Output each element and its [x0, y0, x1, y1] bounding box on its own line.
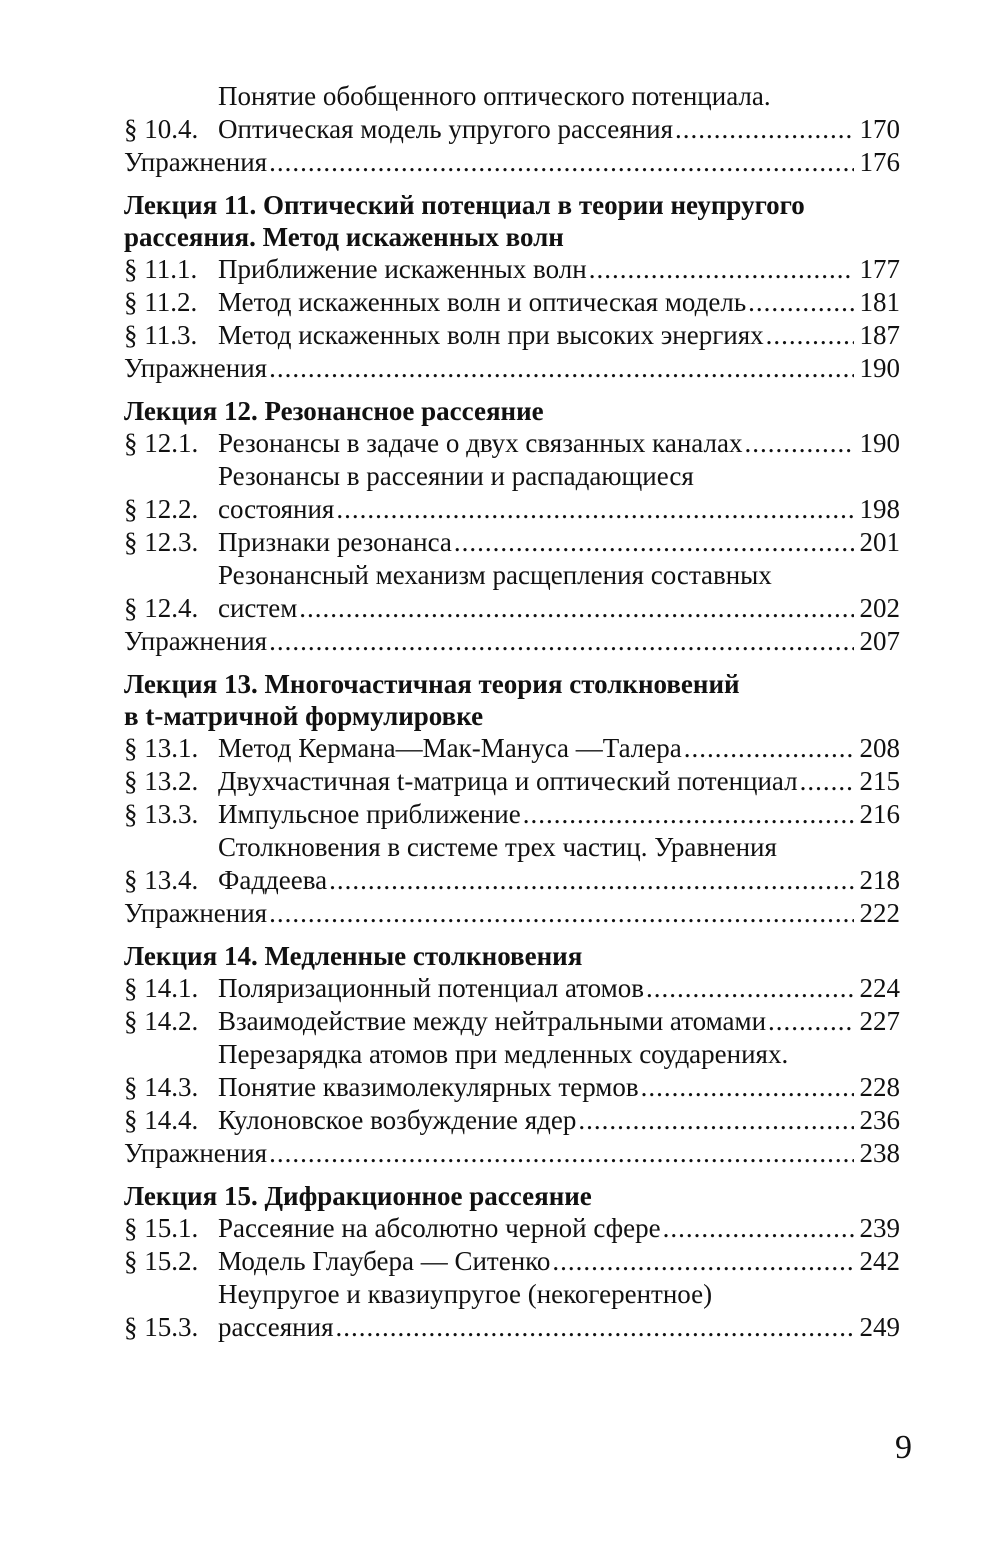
leader-dots [552, 1245, 854, 1278]
toc-entry[interactable] [124, 80, 900, 146]
lecture-gap [124, 930, 900, 940]
leader-dots [663, 1212, 854, 1245]
section-number: § 12.1. [124, 428, 199, 458]
entry-line [218, 765, 900, 798]
entry-body [124, 625, 900, 658]
leader-dots [641, 1071, 854, 1104]
page-ref: 222 [859, 898, 900, 928]
entry-body [218, 972, 900, 1005]
exercises-entry[interactable] [124, 625, 900, 658]
entry-line [218, 1311, 900, 1344]
page-ref: 218 [859, 865, 900, 895]
entry-line [218, 798, 900, 831]
section-number: § 12.2. [124, 494, 199, 524]
lecture-heading: Лекция 14. Медленные столкновения [124, 941, 583, 971]
section-number: § 14.2. [124, 1006, 199, 1036]
leader-dots [744, 427, 854, 460]
section-number: § 15.2. [124, 1246, 199, 1276]
entry-line [218, 460, 900, 493]
entry-line [124, 897, 900, 930]
section-number: § 12.3. [124, 527, 199, 557]
section-number: § 11.3. [124, 320, 198, 350]
entry-title: состояния [218, 494, 335, 524]
lecture-gap [124, 658, 900, 668]
section-number: § 11.2. [124, 287, 198, 317]
entry-line [218, 972, 900, 1005]
toc-entry[interactable] [124, 1278, 900, 1344]
entry-line [218, 80, 900, 113]
section-number: § 15.3. [124, 1312, 199, 1342]
entry-title: Неупругое и квазиупругое (некогерентное) [218, 1279, 713, 1309]
page-ref: 207 [859, 626, 900, 656]
section-number: § 13.1. [124, 733, 199, 763]
toc-entry[interactable] [124, 798, 900, 831]
page-ref: 170 [859, 114, 900, 144]
toc-entry[interactable] [124, 1038, 900, 1104]
page-number: 9 [895, 1429, 912, 1466]
leader-dots [646, 972, 854, 1005]
entry-body [218, 526, 900, 559]
lecture-heading: Лекция 13. Многочастичная теория столкновений [124, 669, 740, 699]
entry-line [124, 146, 900, 179]
entry-title: Модель Глаубера — Ситенко [218, 1246, 551, 1276]
entry-title: Рассеяние на абсолютно черной сфере [218, 1213, 661, 1243]
entry-body [218, 798, 900, 831]
page-ref: 201 [859, 527, 900, 557]
entry-body [124, 897, 900, 930]
toc-entry[interactable] [124, 253, 900, 286]
toc-entry[interactable] [124, 1212, 900, 1245]
toc-entry[interactable] [124, 765, 900, 798]
lecture-gap [124, 385, 900, 395]
exercises-entry[interactable] [124, 897, 900, 930]
section-number: § 10.4. [124, 114, 199, 144]
entry-line [218, 1038, 900, 1071]
entry-title: Метод искаженных волн при высоких энергиях [218, 320, 764, 350]
leader-dots [578, 1104, 854, 1137]
entry-title: Упражнения [124, 353, 268, 383]
leader-dots [523, 798, 854, 831]
entry-line [218, 1071, 900, 1104]
page-ref: 224 [859, 973, 900, 1003]
entry-line [218, 1212, 900, 1245]
entry-line [218, 427, 900, 460]
entry-line [218, 732, 900, 765]
toc-entry[interactable] [124, 1104, 900, 1137]
leader-dots [299, 592, 854, 625]
toc-entry[interactable] [124, 526, 900, 559]
section-number: § 12.4. [124, 593, 199, 623]
leader-dots [336, 493, 854, 526]
entry-line [124, 352, 900, 385]
page-ref: 216 [859, 799, 900, 829]
entry-body [218, 559, 900, 625]
exercises-entry[interactable] [124, 1137, 900, 1170]
page-ref: 181 [859, 287, 900, 317]
entry-body [218, 1038, 900, 1104]
leader-dots [454, 526, 854, 559]
entry-title: Импульсное приближение [218, 799, 521, 829]
entry-line [218, 559, 900, 592]
toc-entry[interactable] [124, 1005, 900, 1038]
section-number: § 13.3. [124, 799, 199, 829]
entry-title: Приближение искаженных волн [218, 254, 587, 284]
entry-body [218, 1005, 900, 1038]
entry-title: Фаддеева [218, 865, 328, 895]
lecture-heading: в t-матричной формулировке [124, 701, 484, 731]
lecture-heading: Лекция 15. Дифракционное рассеяние [124, 1181, 592, 1211]
entry-line [218, 493, 900, 526]
entry-line [218, 592, 900, 625]
leader-dots [269, 625, 854, 658]
toc-entry[interactable] [124, 972, 900, 1005]
page-ref: 190 [859, 353, 900, 383]
entry-line [218, 1104, 900, 1137]
exercises-entry[interactable] [124, 146, 900, 179]
exercises-entry[interactable] [124, 352, 900, 385]
page-ref: 190 [859, 428, 900, 458]
leader-dots [800, 765, 854, 798]
page-ref: 228 [859, 1072, 900, 1102]
entry-title: Понятие квазимолекулярных термов [218, 1072, 639, 1102]
leader-dots [589, 253, 854, 286]
entry-body [218, 1104, 900, 1137]
entry-body [218, 427, 900, 460]
entry-body [218, 1278, 900, 1344]
entry-title: Метод Кермана—Мак-Мануса —Талера [218, 733, 682, 763]
page-ref: 202 [859, 593, 900, 623]
leader-dots [269, 1137, 854, 1170]
entry-line [124, 625, 900, 658]
toc-entry[interactable] [124, 559, 900, 625]
page-ref: 239 [859, 1213, 900, 1243]
page-ref: 227 [859, 1006, 900, 1036]
entry-body [218, 1245, 900, 1278]
section-number: § 11.1. [124, 254, 198, 284]
entry-title: Метод искаженных волн и оптическая модель [218, 287, 747, 317]
entry-line [218, 286, 900, 319]
entry-title: Резонансный механизм расщепления составных [218, 560, 772, 590]
entry-title: систем [218, 593, 298, 623]
entry-body [218, 732, 900, 765]
entry-title: Резонансы в рассеянии и распадающиеся [218, 461, 694, 491]
page-ref: 176 [859, 147, 900, 177]
lecture-heading: Лекция 11. Оптический потенциал в теории неупругого [124, 190, 805, 220]
toc-entry[interactable] [124, 831, 900, 897]
page-ref: 236 [859, 1105, 900, 1135]
entry-body [124, 1137, 900, 1170]
section-number: § 15.1. [124, 1213, 199, 1243]
entry-line [218, 1245, 900, 1278]
entry-title: Двухчастичная t-матрица и оптический потенциал [218, 766, 798, 796]
entry-title: Понятие обобщенного оптического потенциала. [218, 81, 771, 111]
page-ref: 249 [859, 1312, 900, 1342]
leader-dots [675, 113, 854, 146]
page-ref: 238 [859, 1138, 900, 1168]
entry-body [218, 831, 900, 897]
leader-dots [269, 897, 854, 930]
toc-entry[interactable] [124, 427, 900, 460]
lecture-heading: Лекция 12. Резонансное рассеяние [124, 396, 544, 426]
entry-line [218, 526, 900, 559]
leader-dots [748, 286, 854, 319]
entry-body [124, 146, 900, 179]
entry-body [218, 460, 900, 526]
entry-line [218, 113, 900, 146]
lecture-heading: рассеяния. Метод искаженных волн [124, 222, 564, 252]
entry-title: Упражнения [124, 147, 268, 177]
entry-title: Упражнения [124, 626, 268, 656]
entry-title: Взаимодействие между нейтральными атомами [218, 1006, 767, 1036]
entry-line [218, 253, 900, 286]
toc-entry[interactable] [124, 319, 900, 352]
leader-dots [768, 1005, 854, 1038]
section-number: § 14.1. [124, 973, 199, 1003]
leader-dots [269, 352, 854, 385]
entry-title: Перезарядка атомов при медленных соударениях. [218, 1039, 789, 1069]
entry-line [218, 1005, 900, 1038]
entry-title: Оптическая модель упругого рассеяния [218, 114, 673, 144]
toc-entry[interactable] [124, 1245, 900, 1278]
section-number: § 13.4. [124, 865, 199, 895]
toc-entry[interactable] [124, 286, 900, 319]
entry-line [124, 1137, 900, 1170]
entry-line [218, 864, 900, 897]
entry-title: Поляризационный потенциал атомов [218, 973, 644, 1003]
page-ref: 208 [859, 733, 900, 763]
entry-line [218, 1278, 900, 1311]
entry-title: Резонансы в задаче о двух связанных каналах [218, 428, 743, 458]
leader-dots [766, 319, 854, 352]
entry-line [218, 319, 900, 352]
table-of-contents [124, 80, 900, 1344]
page-ref: 177 [859, 254, 900, 284]
section-number: § 13.2. [124, 766, 199, 796]
page-ref: 198 [859, 494, 900, 524]
entry-title: Упражнения [124, 1138, 268, 1168]
leader-dots [329, 864, 854, 897]
entry-title: Признаки резонанса [218, 527, 452, 557]
page-ref: 215 [859, 766, 900, 796]
entry-title: Упражнения [124, 898, 268, 928]
lecture-gap [124, 179, 900, 189]
section-number: § 14.3. [124, 1072, 199, 1102]
leader-dots [336, 1311, 854, 1344]
lecture-gap [124, 1170, 900, 1180]
entry-title: рассеяния [218, 1312, 334, 1342]
entry-body [218, 286, 900, 319]
leader-dots [684, 732, 854, 765]
entry-line [218, 831, 900, 864]
toc-entry[interactable] [124, 732, 900, 765]
entry-body [218, 1212, 900, 1245]
toc-entry[interactable] [124, 460, 900, 526]
entry-body [218, 253, 900, 286]
page-ref: 242 [859, 1246, 900, 1276]
entry-title: Кулоновское возбуждение ядер [218, 1105, 577, 1135]
page-ref: 187 [859, 320, 900, 350]
entry-body [218, 765, 900, 798]
entry-body [218, 319, 900, 352]
entry-body [124, 352, 900, 385]
entry-body [218, 80, 900, 146]
entry-title: Столкновения в системе трех частиц. Уравнения [218, 832, 777, 862]
section-number: § 14.4. [124, 1105, 199, 1135]
leader-dots [269, 146, 854, 179]
